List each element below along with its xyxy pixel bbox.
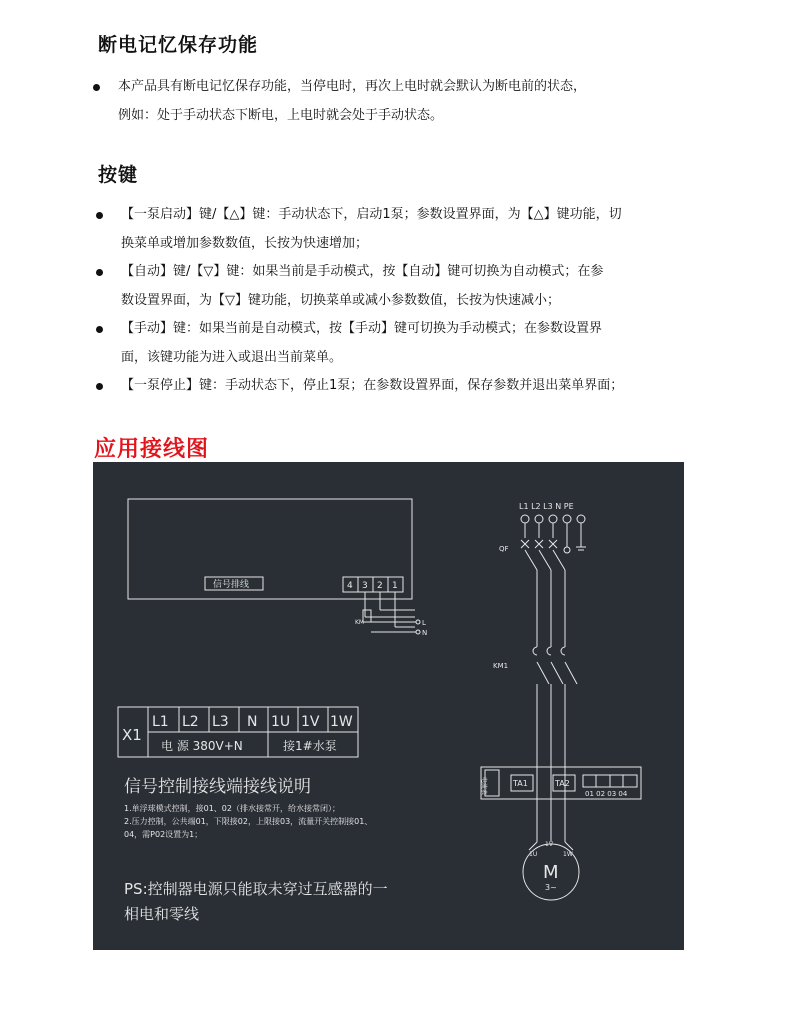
ct-labels: 01 02 03 04 <box>585 790 628 798</box>
ps-line-2: 相电和零线 <box>124 905 200 923</box>
ta1-label: TA1 <box>513 779 528 788</box>
terminal-4: 4 <box>347 581 353 591</box>
terminal-2: 2 <box>377 581 383 591</box>
x1-col-1v: 1V <box>301 714 320 730</box>
motor-phase: 3~ <box>545 883 557 892</box>
key-item-3-line-2: 面，该键功能为进入或退出当前菜单。 <box>121 350 343 365</box>
x1-col-1u: 1U <box>271 714 291 730</box>
motor-m: M <box>543 862 559 883</box>
km-label: KM <box>355 619 365 626</box>
explain-line-2: 2.压力控制，公共端01，下限接02，上限接03，流量开关控制接01、 <box>124 817 373 826</box>
signal-label: 信号排线 <box>213 580 250 590</box>
x1-col-n: N <box>247 714 258 730</box>
memory-line-1: 本产品具有断电记忆保存功能，当停电时，再次上电时就会默认为断电前的状态， <box>118 79 587 94</box>
explain-line-1: 1.单浮球模式控制，接01、02（排水接常开，给水接常闭）； <box>124 804 340 813</box>
bullet-icon <box>93 84 100 91</box>
ps-line-1: PS:控制器电源只能取未穿过互感器的一 <box>124 880 388 898</box>
motor-term-1w: 1W <box>563 851 573 858</box>
memory-title: 断电记忆保存功能 <box>98 34 259 56</box>
key-item-2-line-1: 【自动】键/【▽】键：如果当前是手动模式，按【自动】键可切换为自动模式；在参 <box>121 264 604 279</box>
key-item-2-line-2: 数设置界面，为【▽】键功能，切换菜单或减小参数数值，长按为快速减小； <box>121 293 560 308</box>
key-item-4-line-1: 【一泵停止】键：手动状态下，停止1泵；在参数设置界面，保存参数并退出菜单界面； <box>121 378 624 393</box>
bullet-icon <box>96 326 103 333</box>
motor-term-1v: 1V <box>545 841 553 848</box>
terminal-1: 1 <box>392 581 398 591</box>
key-item-3-line-1: 【手动】键：如果当前是自动模式，按【手动】键可切换为手动模式；在参数设置界 <box>121 321 603 336</box>
motor-term-1u: 1U <box>529 851 538 858</box>
bullet-icon <box>96 383 103 390</box>
bus-labels: L1 L2 L3 N PE <box>519 502 574 511</box>
keys-title: 按键 <box>98 164 139 186</box>
key-item-1-line-1: 【一泵启动】键/【△】键：手动状态下，启动1泵；参数设置界面，为【△】键功能，切 <box>121 207 622 222</box>
key-item-1-line-2: 换菜单或增加参数数值，长按为快速增加； <box>121 236 369 251</box>
power-label: 电 源 380V+N <box>161 739 243 753</box>
bullet-icon <box>96 212 103 219</box>
n-label: N <box>422 629 428 637</box>
pump-label: 接1#水泵 <box>283 739 337 753</box>
memory-line-2: 例如：处于手动状态下断电，上电时就会处于手动状态。 <box>118 108 444 123</box>
qf-label: QF <box>499 545 509 553</box>
l-label: L <box>422 619 426 627</box>
km1-label: KM1 <box>493 662 509 670</box>
wiring-title: 应用接线图 <box>94 437 210 462</box>
wiring-diagram <box>93 462 684 950</box>
km-coil <box>363 610 371 622</box>
ta2-label: TA2 <box>555 779 570 788</box>
wiring-svg <box>93 462 684 950</box>
x1-col-l3: L3 <box>212 714 229 730</box>
bullet-icon <box>96 269 103 276</box>
terminal-3: 3 <box>362 581 368 591</box>
meter-label: 电流表 <box>480 777 487 796</box>
x1-col-1w: 1W <box>330 714 353 730</box>
x1-col-l1: L1 <box>152 714 169 730</box>
x1-col-l2: L2 <box>182 714 199 730</box>
explain-line-3: 04，需P02设置为1； <box>124 830 203 839</box>
explain-title: 信号控制接线端接线说明 <box>124 777 311 797</box>
x1-label: X1 <box>122 726 142 744</box>
controller-box <box>128 499 412 599</box>
